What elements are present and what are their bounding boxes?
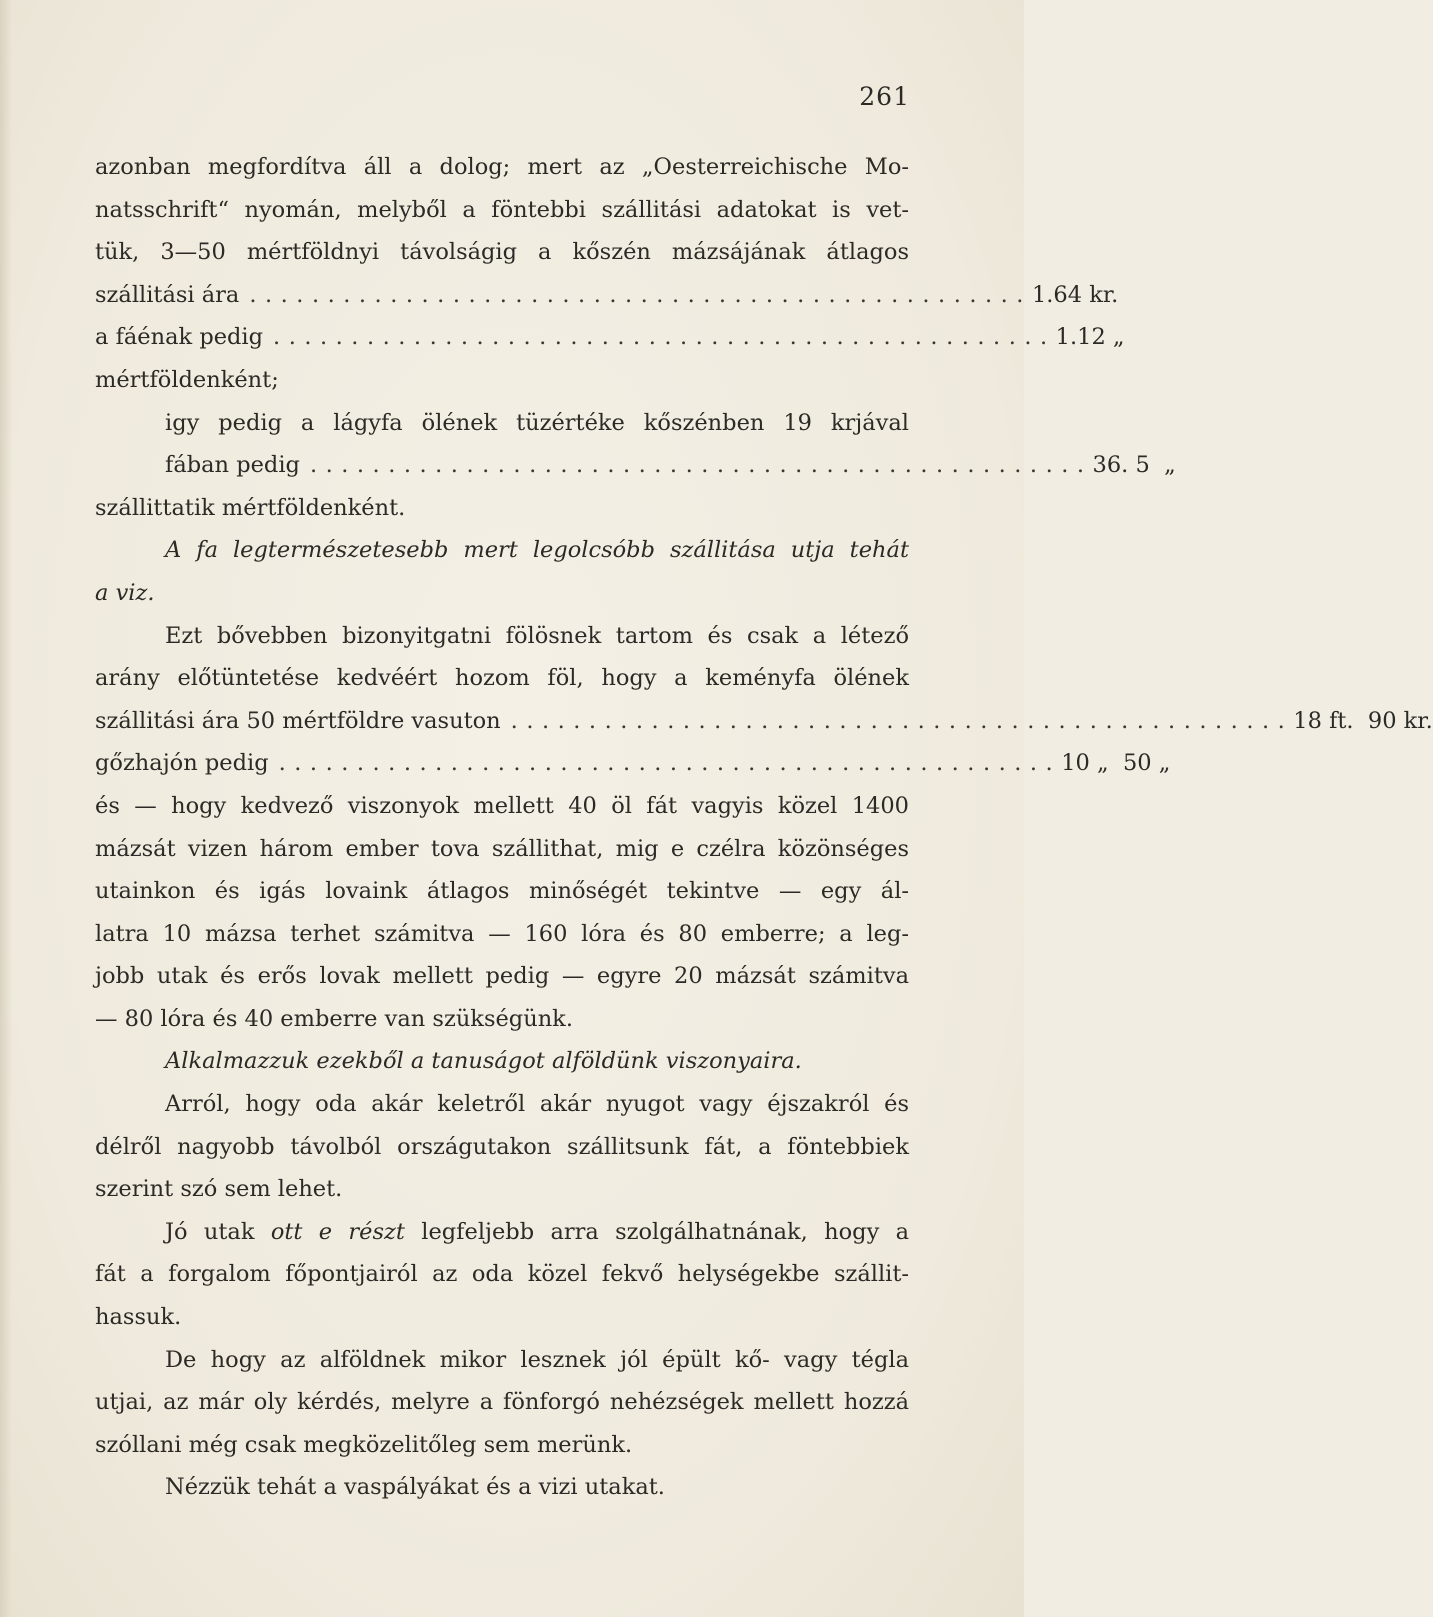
text-line: igy pedig a lágyfa ölének tüzértéke kőszénben 19 krjával xyxy=(165,409,909,436)
text-line: mázsát vizen három ember tova szállithat, mig e czélra közönséges xyxy=(95,835,909,862)
dot-leader: .................................................. xyxy=(309,452,1093,479)
dot-leader: .................................................. xyxy=(278,750,1062,777)
text-line: mértföldenként; xyxy=(95,366,279,393)
text-fragment: legfeljebb arra szolgálhatnának, hogy a xyxy=(404,1218,910,1245)
text-line: hassuk. xyxy=(95,1304,182,1331)
price-row-value: 1.12 „ xyxy=(1055,324,1125,351)
price-row xyxy=(95,274,1119,317)
dot-leader: .................................................. xyxy=(273,324,1056,351)
price-row-label: gőzhajón pedig xyxy=(95,750,269,777)
price-row-value: 18 ft. 90 kr. xyxy=(1293,707,1433,734)
price-row-label: szállitási ára xyxy=(95,281,240,308)
price-row xyxy=(95,742,1171,785)
text-line: Arról, hogy oda akár keletről akár nyugot vagy éjszakról és xyxy=(165,1091,909,1118)
text-line: és — hogy kedvező viszonyok mellett 40 öl fát vagyis közel 1400 xyxy=(95,792,909,819)
text-line: Nézzük tehát a vaspályákat és a vizi utakat. xyxy=(165,1474,665,1501)
text-line: szerint szó sem lehet. xyxy=(95,1176,343,1203)
emphasis-fragment: ott e részt xyxy=(270,1218,405,1245)
price-row-label: a fáénak pedig xyxy=(95,324,264,351)
price-row-value: 1.64 kr. xyxy=(1031,281,1119,308)
emphasis-line: Alkalmazzuk ezekből a tanuságot alföldünk viszonyaira. xyxy=(165,1048,802,1075)
price-row-label: szállitási ára 50 mértföldre vasuton xyxy=(95,707,501,734)
text-line xyxy=(95,1211,909,1254)
price-row xyxy=(95,700,1433,743)
text-line: délről nagyobb távolból országutakon szállitsunk fát, a föntebbiek xyxy=(95,1133,909,1160)
dot-leader: .................................................. xyxy=(249,281,1032,308)
text-fragment: Jó utak xyxy=(165,1218,271,1245)
body-text xyxy=(95,146,1433,1509)
dot-leader: .................................................. xyxy=(510,707,1294,734)
text-line: azonban megfordítva áll a dolog; mert az „Oesterreichische Mo- xyxy=(95,154,909,180)
text-line: De hogy az alföldnek mikor lesznek jól épült kő- vagy tégla xyxy=(165,1346,909,1373)
price-row-value: 36. 5 „ xyxy=(1092,452,1176,479)
binding-shadow xyxy=(0,0,12,1617)
price-row-label: fában pedig xyxy=(165,452,300,479)
text-line: szállittatik mértföldenként. xyxy=(95,494,406,521)
text-line: szóllani még csak megközelitőleg sem merünk. xyxy=(95,1431,633,1458)
text-line: — 80 lóra és 40 emberre van szükségünk. xyxy=(95,1005,573,1032)
text-line: utjai, az már oly kérdés, melyre a fönforgó nehézségek mellett hozzá xyxy=(95,1389,909,1416)
text-line: natsschrift“ nyomán, melyből a föntebbi szállitási adatokat is vet- xyxy=(95,196,909,223)
text-line: tük, 3—50 mértföldnyi távolságig a kőszén mázsájának átlagos xyxy=(95,239,909,266)
price-row-value: 10 „ 50 „ xyxy=(1061,750,1171,777)
emphasis-line: A fa legtermészetesebb mert legolcsóbb szállitása utja tehát xyxy=(165,537,909,564)
text-line: Ezt bővebben bizonyitgatni fölösnek tartom és csak a létező xyxy=(165,622,909,649)
price-row xyxy=(95,316,1125,359)
page-number: 261 xyxy=(859,82,910,111)
emphasis-line: a viz. xyxy=(95,579,155,606)
text-line: utainkon és igás lovaink átlagos minőségét tekintve — egy ál- xyxy=(95,878,909,905)
text-line: latra 10 mázsa terhet számitva — 160 lóra és 80 emberre; a leg- xyxy=(95,920,909,947)
text-line: jobb utak és erős lovak mellett pedig — egyre 20 mázsát számitva xyxy=(95,963,909,990)
price-row xyxy=(95,444,1176,487)
text-line: fát a forgalom főpontjairól az oda közel fekvő helységekbe szállit- xyxy=(95,1261,909,1288)
text-line: arány előtüntetése kedvéért hozom föl, hogy a keményfa ölének xyxy=(95,665,909,692)
